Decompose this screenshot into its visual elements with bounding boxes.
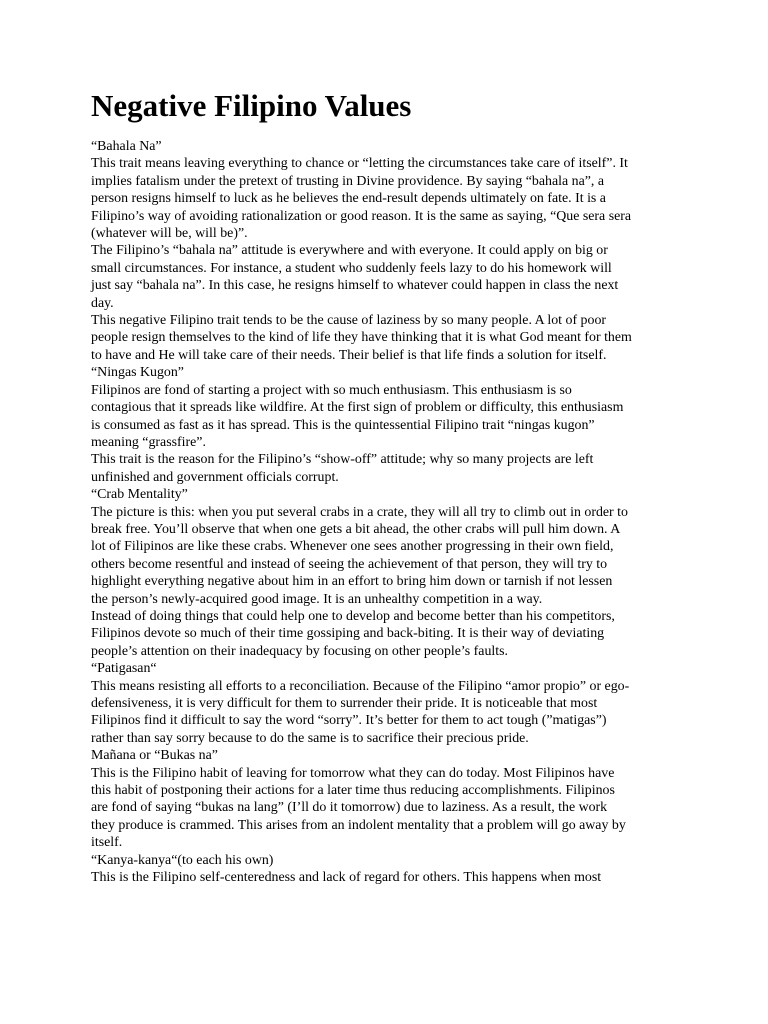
text-line: This trait means leaving everything to chance or “letting the circumstances take care of itself”. It	[91, 156, 628, 172]
text-line: contagious that it spreads like wildfire. At the first sign of problem or difficulty, this enthusiasm	[91, 400, 624, 416]
text-line: “Bahala Na”	[91, 139, 162, 154]
text-line: itself.	[91, 835, 123, 851]
text-line: just say “bahala na”. In this case, he resigns himself to whatever could happen in class the next	[91, 278, 619, 294]
text-line: is consumed as fast as it has spread. This is the quintessential Filipino trait “ningas kugon”	[91, 417, 595, 433]
text-line: Instead of doing things that could help one to develop and become better than his competitors,	[91, 608, 615, 624]
text-line: highlight everything negative about him in an effort to bring him down or tarnish if not lessen	[91, 574, 613, 590]
text-line: This trait is the reason for the Filipino’s “show-off” attitude; why so many projects are left	[91, 452, 594, 468]
text-line: “Ningas Kugon”	[91, 365, 184, 381]
text-line: this habit of postponing their actions for a later time thus reducing accomplishments. Filipinos	[91, 783, 615, 799]
text-line: “Crab Mentality”	[91, 487, 188, 503]
text-line: the person’s newly-acquired good image. It is an unhealthy competition in a way.	[91, 591, 543, 607]
text-line: This is the Filipino habit of leaving for tomorrow what they can do today. Most Filipinos have	[91, 765, 615, 781]
document-page	[91, 86, 681, 886]
text-line: “Patigasan“	[91, 661, 157, 677]
text-line: This is the Filipino self-centeredness and lack of regard for others. This happens when most	[91, 870, 602, 886]
text-line: “Kanya-kanya“(to each his own)	[91, 852, 274, 868]
text-line: person resigns himself to luck as he believes the end-result depends ultimately on fate. It is a	[91, 191, 606, 207]
text-line: defensiveness, it is very difficult for them to surrender their pride. It is noticeable that most	[91, 696, 598, 711]
text-line: Mañana or “Bukas na”	[91, 748, 218, 764]
text-line: Filipinos are fond of starting a project with so much enthusiasm. This enthusiasm is so	[91, 382, 572, 398]
text-line: Filipinos find it difficult to say the word “sorry”. It’s better for them to act tough (”matigas”)	[91, 713, 607, 729]
document-title: Negative Filipino Values	[91, 88, 412, 123]
text-line: Filipinos devote so much of their time gossiping and back-biting. It is their way of deviating	[91, 626, 605, 642]
text-line: The picture is this: when you put several crabs in a crate, they will all try to climb out in order to	[91, 504, 628, 520]
text-line: to have and He will take care of their needs. Their belief is that life finds a solution for itself.	[91, 347, 607, 363]
text-line: others become resentful and instead of seeing the achievement of that person, they will try to	[91, 556, 608, 572]
text-line: This means resisting all efforts to a reconciliation. Because of the Filipino “amor propio” or ego-	[91, 678, 630, 694]
text-line: they produce is crammed. This arises from an indolent mentality that a problem will go away by	[91, 817, 626, 833]
text-line: Filipino’s way of avoiding rationalization or good reason. It is the same as saying, “Que sera sera	[91, 208, 632, 224]
text-line: implies fatalism under the pretext of trusting in Divine providence. By saying “bahala na”, a	[91, 173, 605, 189]
text-line: people resign themselves to the kind of life they have thinking that it is what God meant for them	[91, 330, 632, 346]
text-line: The Filipino’s “bahala na” attitude is everywhere and with everyone. It could apply on big or	[91, 243, 608, 259]
text-line: unfinished and government officials corrupt.	[91, 469, 339, 485]
text-line: lot of Filipinos are like these crabs. Whenever one sees another progressing in their own field,	[91, 539, 614, 555]
text-line: small circumstances. For instance, a student who suddenly feels lazy to do his homework will	[91, 260, 612, 276]
text-line: are fond of saying “bukas na lang” (I’ll do it tomorrow) due to laziness. As a result, the work	[91, 800, 608, 816]
text-line: day.	[91, 295, 114, 311]
text-line: rather than say sorry because to do the same is to sacrifice their precious pride.	[91, 730, 529, 746]
text-line: This negative Filipino trait tends to be the cause of laziness by so many people. A lot of poor	[91, 313, 607, 329]
text-line: (whatever will be, will be)”.	[91, 226, 248, 242]
text-line: break free. You’ll observe that when one gets a bit ahead, the other crabs will pull him down. A	[91, 521, 621, 537]
document-body	[91, 138, 681, 886]
text-line: meaning “grassfire”.	[91, 434, 206, 450]
text-line: people’s attention on their inadequacy by focusing on other people’s faults.	[91, 643, 508, 659]
